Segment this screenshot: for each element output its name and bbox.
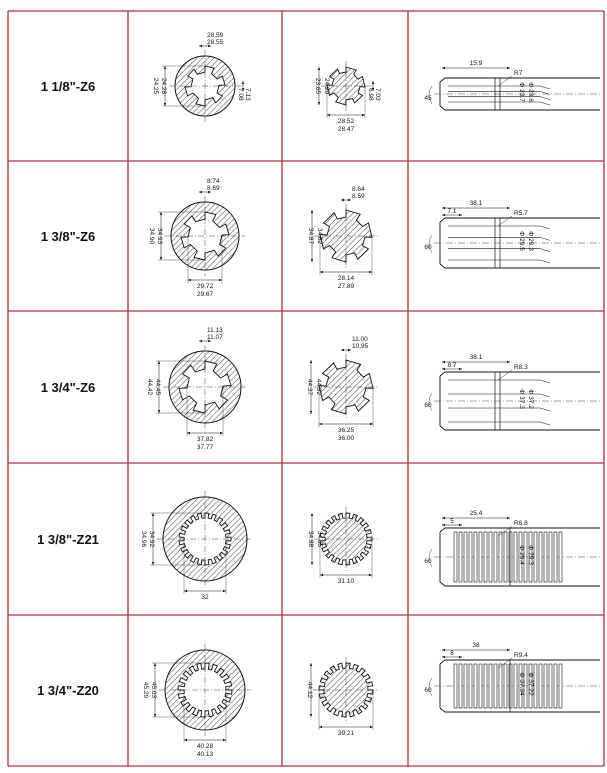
- arrowhead: [459, 368, 462, 370]
- arrowhead: [319, 726, 322, 728]
- side-dim-length: 15.9: [469, 60, 483, 67]
- arrowhead: [199, 340, 202, 342]
- shaft-dim-left-1: 34.87: [307, 227, 314, 245]
- shaft-dim-top-2: 8.59: [352, 193, 365, 200]
- hub-dim-left-1: 34.93: [156, 227, 163, 245]
- spline-tooth: [539, 664, 542, 708]
- side-dim-length: 25.4: [469, 510, 483, 517]
- arrowhead: [158, 410, 160, 413]
- shaft-side-view: [424, 510, 602, 586]
- shaft-dim-bottom-1: 39.21: [337, 730, 355, 737]
- spline-tooth: [489, 532, 492, 582]
- shaft-dim-bottom-1: 28.52: [337, 118, 355, 125]
- spline-tooth: [544, 664, 547, 708]
- side-dim-chamfer-angle: 60: [424, 244, 432, 251]
- side-dim-chamfer-angle: 60: [424, 402, 432, 409]
- shaft-cross-section: [307, 507, 378, 585]
- shaft-dim-left-2: 34.85: [316, 530, 323, 548]
- side-dim-offset: 8.7: [447, 362, 457, 369]
- shaft-dim-top-1: 11.00: [352, 336, 368, 343]
- side-dim-radius: R7: [514, 70, 523, 77]
- spline-size-label: 1 3/8"-Z6: [40, 229, 96, 244]
- spline-tooth: [454, 664, 457, 708]
- arrowhead: [220, 432, 223, 434]
- side-dim-length: 38.1: [469, 200, 483, 207]
- side-dim-offset: 7.1: [447, 208, 457, 215]
- side-dim-diameter-1: Φ 37.3: [518, 389, 525, 409]
- shaft-side-view: [424, 642, 602, 712]
- arrowhead: [459, 214, 462, 216]
- side-dim-radius: R6.8: [514, 520, 528, 527]
- spline-tooth: [469, 664, 472, 708]
- spline-row: [41, 178, 602, 298]
- hub-dim-right-1: 7.13: [244, 88, 251, 101]
- shaft-dim-bottom-1: 36.25: [337, 427, 355, 434]
- spline-tooth: [509, 532, 512, 582]
- hub-dim-top-1: 28.59: [207, 32, 224, 39]
- hub-cross-section: [142, 644, 251, 758]
- arrowhead: [320, 271, 323, 273]
- spline-tooth: [494, 532, 497, 582]
- arrowhead: [311, 259, 313, 262]
- spline-tooth: [489, 664, 492, 708]
- shaft-dim-right-1: 7.03: [374, 88, 381, 101]
- shaft-cross-section: [306, 336, 379, 442]
- arrowhead: [310, 360, 312, 363]
- hub-dim-left-1: 45.03: [150, 681, 157, 699]
- spline-tooth: [499, 664, 502, 708]
- hub-dim-left-1: 34.92: [148, 530, 155, 548]
- arrowhead: [507, 649, 510, 651]
- arrowhead: [369, 271, 372, 273]
- hub-dim-top-1: 11.13: [207, 327, 223, 334]
- arrowhead: [442, 368, 445, 370]
- arrowhead: [442, 214, 445, 216]
- arrowhead: [219, 279, 222, 281]
- spline-tooth: [469, 532, 472, 582]
- side-dim-chamfer-angle: 60: [424, 687, 432, 694]
- hub-dim-right-2: 7.08: [237, 88, 244, 101]
- side-dim-radius: R5.7: [514, 210, 528, 217]
- side-dim-diameter-1: Φ 29.4: [518, 545, 525, 565]
- arrowhead: [372, 81, 374, 84]
- spline-tooth: [484, 664, 487, 708]
- hub-dim-bottom-1: 40.28: [196, 743, 214, 750]
- spline-size-label: 1 3/4"-Z20: [37, 683, 99, 698]
- shaft-dim-top-1: 8.64: [352, 186, 365, 193]
- shaft-dim-bottom-2: 27.89: [337, 283, 355, 290]
- hub-dim-left-2: 34.96: [140, 530, 147, 548]
- arrowhead: [442, 67, 445, 69]
- spline-tooth: [549, 532, 552, 582]
- hub-dim-left-2: 44.42: [146, 378, 153, 396]
- arrowhead: [320, 574, 323, 576]
- spline-tooth: [454, 532, 457, 582]
- arrowhead: [164, 66, 166, 69]
- side-dim-diameter-2: Φ 29.3: [527, 231, 534, 251]
- side-dim-diameter-2: Φ 37.2: [527, 389, 534, 409]
- spline-tooth: [484, 532, 487, 582]
- spline-tooth: [514, 664, 517, 708]
- arrowhead: [199, 45, 202, 47]
- arrowhead: [341, 199, 344, 201]
- shaft-cross-section: [307, 186, 378, 290]
- arrowhead: [442, 361, 445, 363]
- arrowhead: [442, 517, 445, 519]
- arrowhead: [311, 513, 313, 516]
- side-dim-diameter-2: Φ 37.22: [527, 672, 534, 696]
- shaft-dim-left-1: 23.65: [314, 77, 321, 95]
- arrowhead: [507, 517, 510, 519]
- arrowhead: [188, 279, 191, 281]
- hub-cross-section: [140, 491, 253, 601]
- arrowhead: [442, 656, 445, 658]
- arrowhead: [152, 513, 154, 516]
- arrowhead: [184, 739, 187, 741]
- shaft-dim-bottom-2: 28.47: [337, 126, 355, 133]
- spline-tooth: [504, 532, 507, 582]
- spline-tooth: [554, 664, 557, 708]
- hub-dim-top-2: 28.55: [207, 39, 224, 46]
- side-dim-length: 38.1: [469, 354, 483, 361]
- hub-dim-bottom-1: 37.82: [196, 436, 214, 443]
- arrowhead: [158, 361, 160, 364]
- hub-dim-top-2: 8.69: [207, 185, 220, 192]
- shaft-dim-left-2: 34.82: [316, 227, 323, 245]
- arrowhead: [459, 656, 462, 658]
- shaft-dim-left-1: 34.88: [307, 530, 314, 548]
- hub-dim-left-1: 44.45: [154, 378, 161, 396]
- arrowhead: [310, 411, 312, 414]
- arrowhead: [442, 524, 445, 526]
- side-dim-diameter-1: Φ 37.34: [518, 672, 525, 696]
- arrowhead: [370, 423, 373, 425]
- spline-tooth: [464, 532, 467, 582]
- spline-row: [41, 32, 602, 133]
- hub-dim-top-2: 11.07: [207, 334, 223, 341]
- arrowhead: [362, 114, 365, 116]
- shaft-dim-right-2: 6.98: [367, 88, 374, 101]
- hub-dim-bottom-2: 40.13: [196, 751, 214, 758]
- arrowhead: [154, 663, 156, 666]
- spline-row: [37, 491, 602, 601]
- arrowhead: [369, 574, 372, 576]
- arrowhead: [507, 207, 510, 209]
- arrowhead: [242, 81, 244, 84]
- side-dim-offset: 8: [450, 650, 454, 657]
- shaft-side-view: [424, 354, 602, 430]
- shaft-cross-section: [306, 657, 379, 737]
- arrowhead: [152, 562, 154, 565]
- arrowhead: [310, 663, 312, 666]
- spline-tooth: [559, 532, 562, 582]
- hub-cross-section: [152, 32, 251, 122]
- shaft-dim-top-2: 10.95: [352, 343, 369, 350]
- shaft-dim-bottom-2: 36.00: [337, 435, 355, 442]
- arrowhead: [154, 714, 156, 717]
- spline-tooth: [559, 664, 562, 708]
- arrowhead: [507, 361, 510, 363]
- spline-tooth: [459, 532, 462, 582]
- spline-tooth: [479, 532, 482, 582]
- shaft-side-view: [424, 200, 602, 268]
- spline-tooth: [474, 532, 477, 582]
- side-dim-length: 38: [472, 642, 480, 649]
- arrowhead: [348, 199, 351, 201]
- hub-dim-left-2: 24.25: [152, 77, 159, 95]
- side-dim-radius: R9.4: [514, 652, 528, 659]
- shaft-dim-bottom-1: 28.14: [337, 275, 355, 282]
- arrowhead: [160, 257, 162, 260]
- arrowhead: [223, 590, 226, 592]
- arrowhead: [327, 114, 330, 116]
- arrowhead: [442, 649, 445, 651]
- arrowhead: [160, 212, 162, 215]
- arrowhead: [318, 67, 320, 70]
- arrowhead: [184, 590, 187, 592]
- shaft-dim-left-2: 44.32: [315, 378, 322, 396]
- hub-dim-top-1: 8.74: [207, 178, 220, 185]
- spline-row: [41, 327, 602, 451]
- side-dim-diameter-2: Φ 23.6: [527, 82, 534, 102]
- spline-tooth: [514, 532, 517, 582]
- table-cells: [37, 32, 602, 758]
- hub-cross-section: [146, 327, 247, 451]
- shaft-dim-left-1: 44.12: [306, 681, 313, 699]
- spline-tooth: [544, 532, 547, 582]
- shaft-dim-left-2: 24.20: [323, 77, 330, 95]
- hub-dim-bottom-1: 29.72: [196, 283, 214, 290]
- shaft-side-view: [424, 60, 602, 110]
- shaft-dim-bottom-1: 31.10: [337, 578, 355, 585]
- side-dim-diameter-2: Φ 29.3: [527, 545, 534, 565]
- side-dim-diameter-1: Φ 23.7: [518, 82, 525, 102]
- spline-tooth: [539, 532, 542, 582]
- spline-tooth: [494, 664, 497, 708]
- arrowhead: [442, 207, 445, 209]
- side-dim-chamfer-angle: 45: [424, 95, 432, 102]
- hub-dim-bottom-2: 37.77: [196, 444, 214, 451]
- arrowhead: [187, 432, 190, 434]
- spline-tooth: [554, 532, 557, 582]
- side-dim-chamfer-angle: 60: [424, 558, 432, 565]
- spline-tooth: [509, 664, 512, 708]
- hub-dim-left-1: 24.28: [160, 77, 167, 95]
- spline-tooth: [479, 664, 482, 708]
- spline-size-label: 1 3/4"-Z6: [40, 380, 96, 395]
- arrowhead: [164, 103, 166, 106]
- side-dim-radius: R8.3: [514, 364, 528, 371]
- shaft-cross-section: [314, 61, 381, 133]
- arrowhead: [199, 191, 202, 193]
- hub-dim-left-2: 45.29: [142, 681, 149, 699]
- spline-tooth: [504, 664, 507, 708]
- hub-dim-left-2: 34.90: [148, 227, 155, 245]
- arrowhead: [311, 210, 313, 213]
- spline-row: [37, 642, 602, 758]
- hub-dim-bottom-2: 29.67: [196, 291, 214, 298]
- hub-dim-bottom-1: 32: [201, 594, 209, 601]
- spline-tooth: [459, 664, 462, 708]
- shaft-dim-left-1: 44.37: [306, 378, 313, 396]
- spline-tooth: [464, 664, 467, 708]
- arrowhead: [319, 423, 322, 425]
- arrowhead: [370, 726, 373, 728]
- hub-cross-section: [148, 178, 245, 298]
- side-dim-offset: 5: [450, 518, 454, 525]
- arrowhead: [310, 714, 312, 717]
- arrowhead: [311, 562, 313, 565]
- spline-size-label: 1 1/8"-Z6: [40, 79, 96, 94]
- arrowhead: [507, 67, 510, 69]
- spline-tooth: [499, 532, 502, 582]
- spline-tooth: [549, 664, 552, 708]
- side-dim-diameter-1: Φ 29.5: [518, 231, 525, 251]
- arrowhead: [348, 349, 351, 351]
- arrowhead: [341, 349, 344, 351]
- arrowhead: [223, 739, 226, 741]
- spline-size-label: 1 3/8"-Z21: [37, 532, 99, 547]
- spline-tooth: [474, 664, 477, 708]
- arrowhead: [318, 102, 320, 105]
- arrowhead: [459, 524, 462, 526]
